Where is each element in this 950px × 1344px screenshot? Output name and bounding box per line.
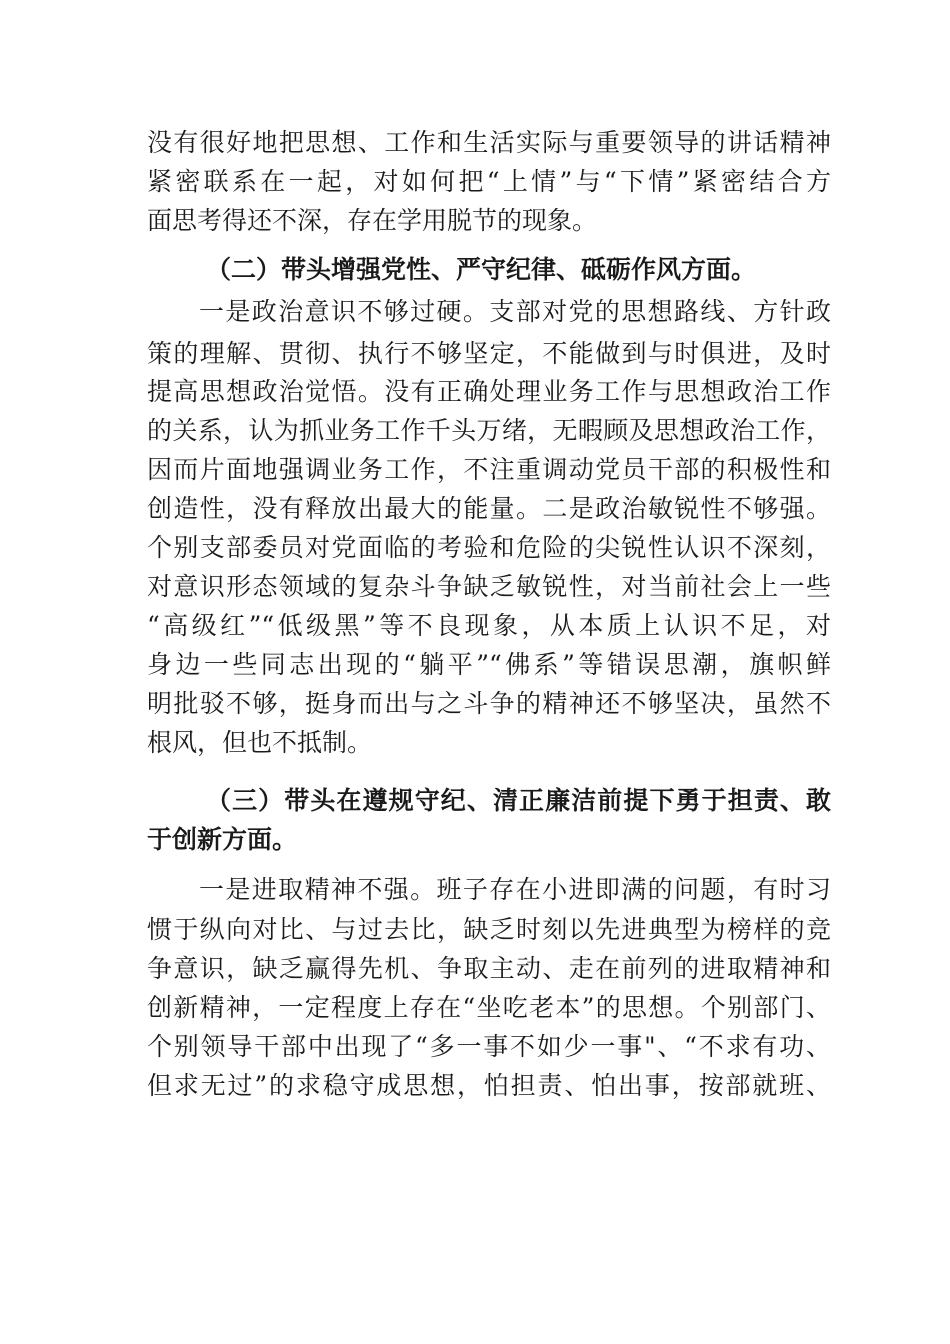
section-heading-2: （二）带头增强党性、严守纪律、砥砺作风方面。 (206, 255, 757, 284)
paragraph-1-line-1: 没有很好地把思想、工作和生活实际与重要领导的讲话精神 (147, 128, 831, 157)
paragraph-3-line-3: 争意识，缺乏赢得先机、争取主动、走在前列的进取精神和 (147, 954, 831, 983)
paragraph-1-line-3: 面思考得还不深，存在学用脱节的现象。 (147, 206, 598, 235)
paragraph-2-line-8: 对意识形态领域的复杂斗争缺乏敏锐性，对当前社会上一些 (147, 572, 831, 601)
paragraph-1-line-2: 紧密联系在一起，对如何把“上情”与“下情”紧密结合方 (147, 167, 831, 196)
section-heading-3-line-2: 于创新方面。 (147, 825, 298, 854)
paragraph-2-line-7: 个别支部委员对党面临的考验和危险的尖锐性认识不深刻， (147, 533, 831, 562)
paragraph-2-line-10: 身边一些同志出现的“躺平”“佛系”等错误思潮，旗帜鲜 (147, 650, 831, 679)
paragraph-3-line-1: 一是进取精神不强。班子存在小进即满的问题，有时习 (199, 875, 831, 904)
paragraph-2-line-5: 因而片面地强调业务工作，不注重调动党员干部的积极性和 (147, 455, 831, 484)
paragraph-2-line-6: 创造性，没有释放出最大的能量。二是政治敏锐性不够强。 (147, 494, 831, 523)
paragraph-3-line-5: 个别领导干部中出现了“多一事不如少一事"、“不求有功、 (147, 1032, 831, 1061)
paragraph-2-line-4: 的关系，认为抓业务工作千头万绪，无暇顾及思想政治工作， (147, 416, 831, 445)
paragraph-2-line-12: 根风，但也不抵制。 (147, 728, 373, 757)
paragraph-3-line-2: 惯于纵向对比、与过去比，缺乏时刻以先进典型为榜样的竞 (147, 915, 831, 944)
paragraph-2-line-3: 提高思想政治觉悟。没有正确处理业务工作与思想政治工作 (147, 377, 831, 406)
section-heading-3-line-1: （三）带头在遵规守纪、清正廉洁前提下勇于担责、敢 (206, 786, 831, 815)
paragraph-2-line-11: 明批驳不够，挺身而出与之斗争的精神还不够坚决，虽然不 (147, 689, 831, 718)
paragraph-3-line-4: 创新精神，一定程度上存在“坐吃老本”的思想。个别部门、 (147, 993, 831, 1022)
paragraph-2-line-1: 一是政治意识不够过硬。支部对党的思想路线、方针政 (199, 297, 831, 326)
paragraph-3-line-6: 但求无过”的求稳守成思想，怕担责、怕出事，按部就班、 (147, 1071, 831, 1100)
paragraph-2-line-2: 策的理解、贯彻、执行不够坚定，不能做到与时俱进，及时 (147, 339, 831, 368)
paragraph-2-line-9: “高级红”“低级黑”等不良现象，从本质上认识不足，对 (147, 611, 831, 640)
